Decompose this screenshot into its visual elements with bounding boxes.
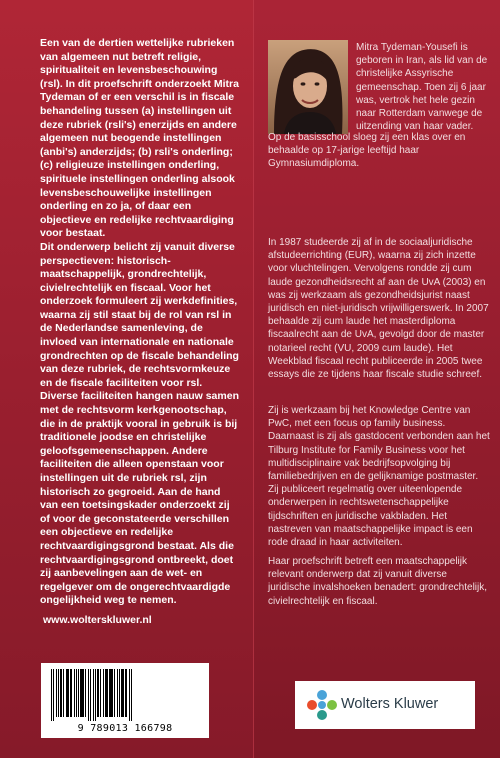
author-bio-intro (356, 41, 490, 133)
summary-paragraph-3: Diverse faciliteiten hangen nauw samen met de rechtsvorm kerkgenootschap, die in de praktijk vooral in gebruik is bij traditionele joodse en christelijke geloofsgemeenschappen. Andere faciliteiten die alleen openstaan voor instellingen uit de rubriek rsl, zijn historisch zo gegroeid. Aan de hand van een toetsingskader onderzoekt zij of voor de geconstateerde verschillen een objectieve en redelijke rechtvaardigingsgrond bestaat. Als die rechtvaardigingsgrond ontbreekt, doet zij aanbevelingen aan de wet- en regelgever om de ongerechtvaardigde ongelijkheid weg te nemen. (40, 390, 239, 607)
publisher-name: Wolters Kluwer (341, 696, 439, 712)
book-summary (40, 37, 240, 608)
author-bio-intro-text: Mitra Tydeman-Yousefi is geboren in Iran, als lid van de christelijke Assyrische gemeenschap. Toen zij 6 jaar was, vertrok het hele gezin naar Rotterdam vanwege de uitzending van haar vader. (356, 42, 488, 133)
author-bio-text-1: In 1987 studeerde zij af in de sociaaljuridische afstudeerrichting (EUR), waarna zij zich inzette voor vluchtelingen. Vervolgens rondde zij cum laude gezondheidsrecht af aan de UvA (2003) en was zij werkzaam als gezondheidsjurist naast juridisch en niet-juridisch vrijwilligerswerk. In 2007 behaalde zij cum laude het masterdiploma fiscaalrecht aan de UvA, gevolgd door de master notarieel recht (VU, 2009 cum laude). Het Weekblad fiscaal recht publiceerde in 2005 twee essays die ze tijdens haar fiscale studie schreef. (268, 237, 489, 381)
wolters-kluwer-logo-icon (307, 690, 337, 720)
isbn-barcode (41, 663, 209, 738)
author-bio-text-3: Haar proefschrift betreft een maatschappelijk relevant onderwerp dat zij vanuit diverse juridische invalshoeken benadert: grondrechtelijk, civielrechtelijk en fiscaal. (268, 556, 488, 607)
panel-divider (253, 0, 254, 758)
publisher-website: www.wolterskluwer.nl (43, 614, 152, 626)
author-photo-icon (268, 40, 348, 134)
author-bio-paragraph-1 (268, 236, 490, 381)
isbn-number: 9 789013 166798 (77, 723, 173, 734)
summary-paragraph-1: Een van de dertien wettelijke rubrieken van algemeen nut betreft religie, spiritualiteit en levensbeschouwing (rsl). In dit proefschrift onderzoekt Mitra Tydeman of er een verschil is in fiscale behandeling tussen (a) instellingen uit deze rubriek (rsli's) enerzijds en andere algemeen nut beogende instellingen (anbi's) anderzijds; (b) rsli's onderling; (c) religieuze instellingen onderling, spirituele instellingen onderling alsook levensbeschouwelijke instellingen onderling en zo ja, of daar een objectieve en redelijke rechtvaardiging voor bestaat. (40, 37, 239, 240)
author-bio-intro-continued (268, 131, 490, 171)
summary-paragraph-2: Dit onderwerp belicht zij vanuit diverse perspectieven: historisch-maatschappelijk, grondrechtelijk, civielrechtelijk en fiscaal. Voor het onderzoek formuleert zij werkdefinities, waarna zij stil staat bij de rol van rsl in de Nederlandse samenleving, de invloed van internationale en nationale grondrechten op de fiscale behandeling van deze rubriek, de rechtsvormkeuze en de fiscale faciliteiten voor rsl. (40, 240, 239, 389)
publisher-logo (295, 681, 475, 729)
author-bio-text-2: Zij is werkzaam bij het Knowledge Centre van PwC, met een focus op family business. Daarnaast is zij als gastdocent verbonden aan het Tilburg Institute for Family Business voor het multidisciplinaire vak bedrijfsopvolging bij familiebedrijven en de gelijknamige postmaster. Zij publiceert regelmatig over uiteenlopende onderwerpen in rechtswetenschappelijke tijdschriften en juridische vakbladen. Het nastreven van maatschappelijke impact is een rode draad in haar activiteiten. (268, 405, 490, 549)
author-bio-paragraph-3 (268, 555, 490, 608)
barcode-bars-icon (41, 663, 209, 723)
author-portrait (268, 40, 348, 134)
author-bio-intro-cont-text: Op de basisschool sloeg zij een klas over en behaalde op 17-jarige leeftijd haar Gymnasiumdiploma. (268, 132, 466, 170)
author-bio-paragraph-2 (268, 404, 490, 549)
